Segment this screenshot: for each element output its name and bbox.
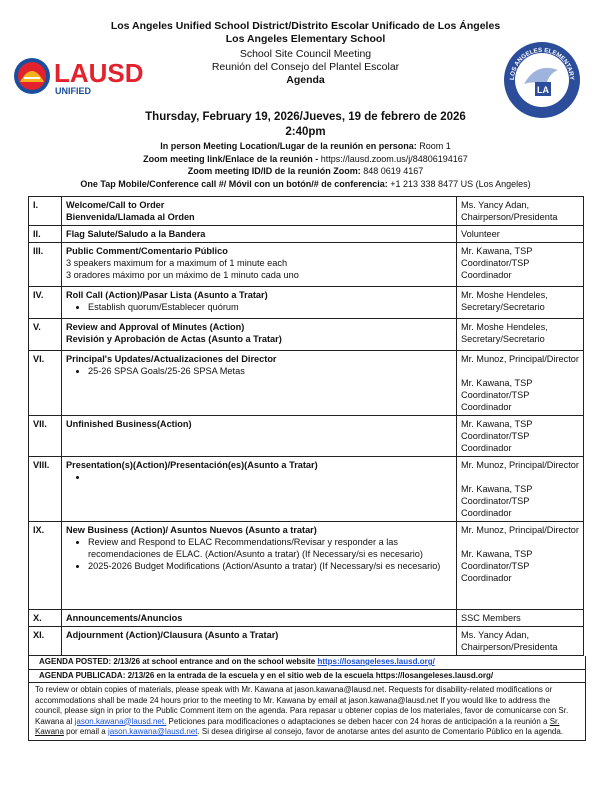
presenter: Volunteer — [461, 229, 500, 239]
agenda-row: I. Welcome/Call to Order Bienvenida/Llamada al Orden Ms. Yancy Adan, Chairperson/Presidenta — [29, 197, 584, 226]
posted-notice-en: AGENDA POSTED: 2/13/26 at school entrance and on the school website https://losangeleses.lausd.org/ — [29, 656, 585, 670]
email-link[interactable]: jason.kawana@lausd.net — [107, 727, 198, 736]
agenda-footer — [28, 656, 586, 741]
item-title: Public Comment/Comentario Público — [66, 246, 228, 256]
location-line: In person Meeting Location/Lugar de la reunión en persona: Room 1 — [160, 141, 451, 151]
presenter: Ms. Yancy Adan, — [461, 200, 530, 210]
item-number: VI. — [29, 351, 62, 416]
item-title: Review and Approval of Minutes (Action) — [66, 322, 245, 332]
item-number: I. — [29, 197, 62, 226]
seal-mark: LA — [537, 85, 549, 95]
bullet-item: • Establish quorum/Establecer quórum — [88, 301, 452, 313]
item-number: VIII. — [29, 457, 62, 522]
presenter: Mr. Moshe Hendeles, — [461, 322, 548, 332]
item-title: New Business (Action)/ Asuntos Nuevos (Asunto a tratar) — [66, 525, 317, 535]
meeting-time: 2:40pm — [285, 126, 326, 138]
agenda-row: III. Public Comment/Comentario Público 3 speakers maximum for a maximum of 1 minute each 3 oradores máximo por un máximo de 1 minuto cada uno Mr. Kawana, TSP Coordinator/TSP Coordinador — [29, 243, 584, 287]
agenda-row: V. Review and Approval of Minutes (Action) Revisión y Aprobación de Actas (Asunto a Tratar) Mr. Moshe Hendeles, Secretary/Secretario — [29, 319, 584, 351]
agenda-row: VII. Unfinished Business(Action) Mr. Kawana, TSP Coordinator/TSP Coordinador — [29, 416, 584, 457]
item-title: Presentation(s)(Action)/Presentación(es)(Asunto a Tratar) — [66, 460, 318, 470]
agenda-row: IX. New Business (Action)/ Asuntos Nuevos (Asunto a tratar) • Review and Respond to ELAC Recommendations/Revisar y responder a las recomendaciones de ELAC. (Action/Asunto a tratar) (If Necessary/si es necesario) • 2025-2026 Budget Modifications (Action/Asunto a tratar) (If Necessary/si es necesario) Mr. Munoz, Principal/Director Mr. Kawana, TSP Coordinator/TSP Coordinador — [29, 522, 584, 610]
presenter: Mr. Munoz, Principal/Director — [461, 460, 579, 470]
school-name: Los Angeles Elementary School — [225, 33, 386, 45]
presenter: SSC Members — [461, 613, 521, 623]
presenter: Mr. Kawana, TSP — [461, 246, 533, 256]
item-number: II. — [29, 226, 62, 243]
accommodation-note: To review or obtain copies of materials, please speak with Mr. Kawana at jason.kawana@lausd.net. Requests for disability-related modifications or accommodations shall be made 24 hours prior to the meeting to Mr. Kawana by email at jason.kawana@lausd.net If you would like to address the council, please sign in prior to the Public Comment item on the agenda. Para repasar u obtener copias de los materiales, favor de comunicarse con Sr. Kawana al jason.kawana@lausd.net. Peticiones para modificaciones o adaptaciones se deben hacer con 24 horas de anticipación a la reunión a Sr. Kawana por email a jason.kawana@lausd.net. Si desea dirigirse al consejo, favor de anotarse antes del asunto de Comentario Público en la agenda. — [35, 685, 569, 736]
phone-line: One Tap Mobile/Conference call #/ Móvil con un botón/# de conferencia: +1 213 338 8477 US (Los Angeles) — [80, 178, 531, 189]
zoom-id-line: Zoom meeting ID/ID de la reunión Zoom: 848 0619 4167 — [187, 166, 424, 176]
presenter: Ms. Yancy Adan, — [461, 630, 530, 640]
agenda-row — [29, 226, 584, 243]
bullet-item: • 25-26 SPSA Goals/25-26 SPSA Metas — [88, 365, 452, 377]
agenda-row — [29, 610, 584, 627]
lausd-logo — [10, 52, 155, 102]
agenda-row: IV. Roll Call (Action)/Pasar Lista (Asunto a Tratar) • Establish quorum/Establecer quórum Mr. Moshe Hendeles, Secretary/Secretario — [29, 287, 584, 319]
seal-top-text: LOS ANGELES ELEMENTARY — [508, 46, 576, 81]
bullet-item: • 2025-2026 Budget Modifications (Action/Asunto a tratar) (If Necessary/si es necesario) — [88, 560, 452, 572]
meeting-title-en: School Site Council Meeting — [239, 48, 372, 60]
item-title-es: Bienvenida/Llamada al Orden — [66, 212, 195, 222]
item-title: Flag Salute/Saludo a la Bandera — [66, 229, 206, 239]
meeting-datetime — [0, 110, 611, 140]
bullet-item: • Review and Respond to ELAC Recommendations/Revisar y responder a las recomendaciones de ELAC. (Action/Asunto a tratar) (If Necessary/si es necesario) — [88, 536, 452, 560]
school-seal-logo — [502, 40, 582, 120]
lausd-logo-subtext: UNIFIED — [55, 86, 91, 96]
school-website-link[interactable]: https://losangeleses.lausd.org/ — [317, 657, 435, 666]
agenda-title: Agenda — [286, 74, 325, 86]
presenter: Mr. Kawana, TSP — [461, 419, 533, 429]
email-link[interactable]: jason.kawana@lausd.net. — [74, 716, 167, 726]
item-title: Unfinished Business(Action) — [66, 419, 192, 429]
lausd-logo-text: LAUSD — [54, 58, 144, 88]
agenda-table — [28, 196, 584, 656]
meeting-date: Thursday, February 19, 2026/Jueves, 19 de febrero de 2026 — [145, 111, 466, 123]
meeting-info — [0, 140, 611, 190]
bullet-item — [88, 471, 452, 483]
item-number: III. — [29, 243, 62, 287]
item-title: Welcome/Call to Order — [66, 200, 165, 210]
item-title: Adjournment (Action)/Clausura (Asunto a Tratar) — [66, 630, 279, 640]
item-number: IX. — [29, 522, 62, 610]
agenda-row: VI. Principal's Updates/Actualizaciones del Director • 25-26 SPSA Goals/25-26 SPSA Metas Mr. Munoz, Principal/Director Mr. Kawana, TSP Coordinator/TSP Coordinador — [29, 351, 584, 416]
item-title: Roll Call (Action)/Pasar Lista (Asunto a Tratar) — [66, 290, 268, 300]
item-number: IV. — [29, 287, 62, 319]
presenter: Mr. Moshe Hendeles, — [461, 290, 548, 300]
zoom-link[interactable]: https://lausd.zoom.us/j/84806194167 — [318, 153, 468, 164]
agenda-row: XI. Adjournment (Action)/Clausura (Asunto a Tratar) Ms. Yancy Adan, Chairperson/Presidenta — [29, 627, 584, 656]
item-number: X. — [29, 610, 62, 627]
presenter: Mr. Munoz, Principal/Director — [461, 525, 579, 535]
item-number: XI. — [29, 627, 62, 656]
seal-bottom-text: Home of the Dynamic Dolphins — [515, 85, 569, 106]
item-number: VII. — [29, 416, 62, 457]
district-name: Los Angeles Unified School District/Distrito Escolar Unificado de Los Ángeles — [110, 20, 501, 32]
agenda-row: VIII. Presentation(s)(Action)/Presentación(es)(Asunto a Tratar) • Mr. Munoz, Principal/Director Mr. Kawana, TSP Coordinator/TSP Coordinador — [29, 457, 584, 522]
zoom-link-line: Zoom meeting link/Enlace de la reunión - https://lausd.zoom.us/j/84806194167 — [143, 153, 468, 164]
meeting-title-es: Reunión del Consejo del Plantel Escolar — [211, 61, 400, 73]
item-title: Announcements/Anuncios — [66, 613, 183, 623]
item-title: Principal's Updates/Actualizaciones del Director — [66, 354, 277, 364]
item-number: V. — [29, 319, 62, 351]
posted-notice-es: AGENDA PUBLICADA: 2/13/26 en la entrada de la escuela y en el sitio web de la escuela https://losangeleses.lausd.org/ — [29, 670, 585, 684]
presenter: Mr. Munoz, Principal/Director — [461, 354, 579, 364]
